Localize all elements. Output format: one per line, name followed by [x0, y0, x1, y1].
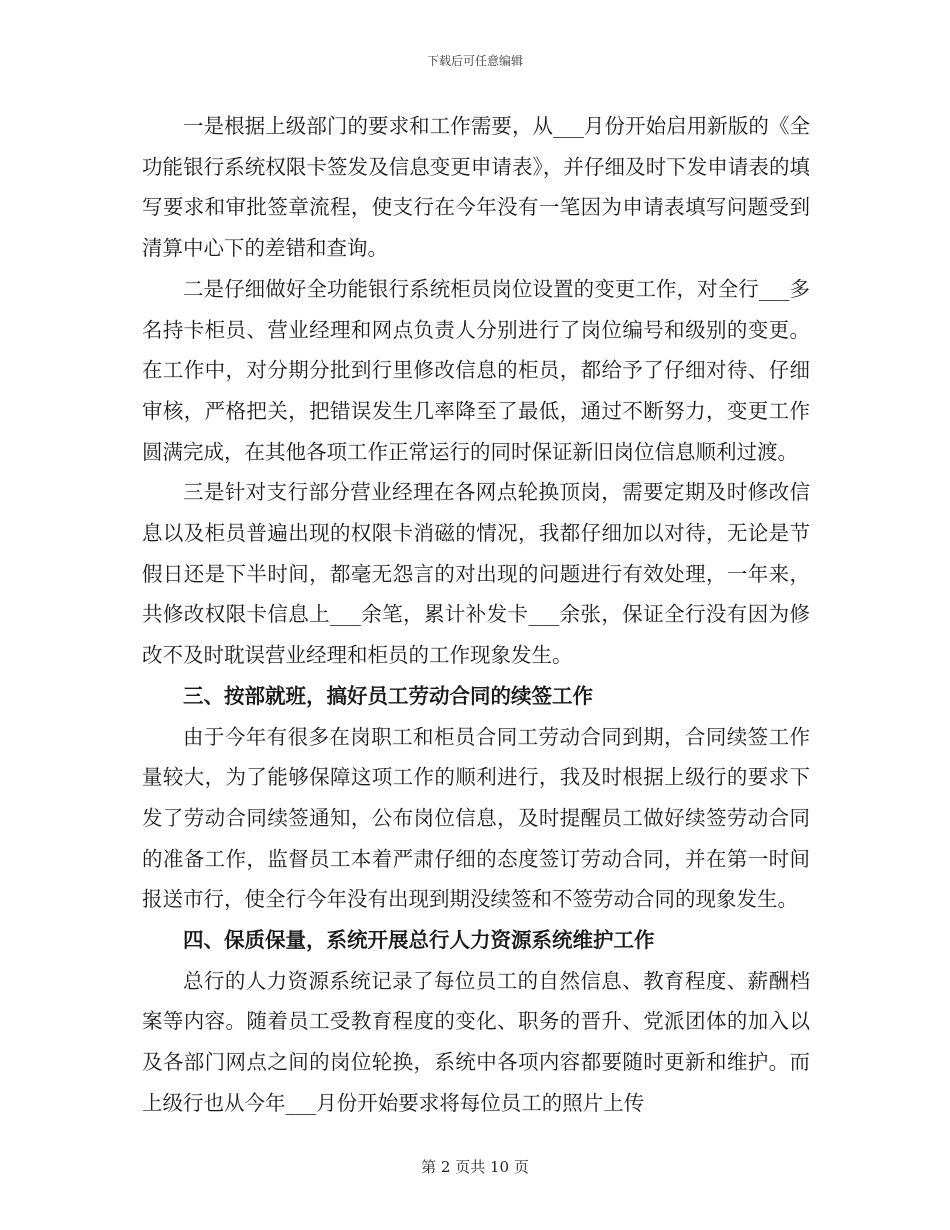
section-heading-4: 四、保质保量，系统开展总行人力资源系统维护工作 — [183, 928, 655, 953]
page-header: 下载后可任意编辑 — [426, 54, 523, 68]
page-footer: 第 2 页共 10 页 — [421, 1158, 529, 1176]
paragraph-5: 总行的人力资源系统记录了每位员工的自然信息、教育程度、薪酬档案等内容。随着员工受教育程度的变化、职务的晋升、党派团体的加入以及各部门网点之间的岗位轮换，系统中各项内容都要随时更新和维护。而上级行也从今年___月份开始要求将每位员工的照片上传 — [142, 968, 810, 1115]
paragraph-2: 二是仔细做好全功能银行系统柜员岗位设置的变更工作，对全行___多名持卡柜员、营业经理和网点负责人分别进行了岗位编号和级别的变更。在工作中，对分期分批到行里修改信息的柜员，都给予了仔细对待、仔细审核，严格把关，把错误发生几率降至了最低，通过不断努力，变更工作圆满完成，在其他各项工作正常运行的同时保证新旧岗位信息顺利过渡。 — [142, 276, 810, 464]
paragraph-4: 由于今年有很多在岗职工和柜员合同工劳动合同到期，合同续签工作量较大，为了能够保障这项工作的顺利进行，我及时根据上级行的要求下发了劳动合同续签通知，公布岗位信息，及时提醒员工做好续签劳动合同的准备工作，监督员工本着严肃仔细的态度签订劳动合同，并在第一时间报送市行，使全行今年没有出现到期没续签和不签劳动合同的现象发生。 — [142, 724, 810, 912]
paragraph-3: 三是针对支行部分营业经理在各网点轮换顶岗，需要定期及时修改信息以及柜员普遍出现的权限卡消磁的情况，我都仔细加以对待，无论是节假日还是下半时间，都毫无怨言的对出现的问题进行有效处理，一年来，共修改权限卡信息上___余笔，累计补发卡___余张，保证全行没有因为修改不及时耽误营业经理和柜员的工作现象发生。 — [142, 480, 810, 668]
document-body — [142, 106, 810, 1124]
paragraph-1: 一是根据上级部门的要求和工作需要，从___月份开始启用新版的《全功能银行系统权限卡签发及信息变更申请表》，并仔细及时下发申请表的填写要求和审批签章流程，使支行在今年没有一笔因为申请表填写问题受到清算中心下的差错和查询。 — [142, 114, 810, 261]
section-heading-3: 三、按部就班，搞好员工劳动合同的续签工作 — [183, 683, 593, 708]
